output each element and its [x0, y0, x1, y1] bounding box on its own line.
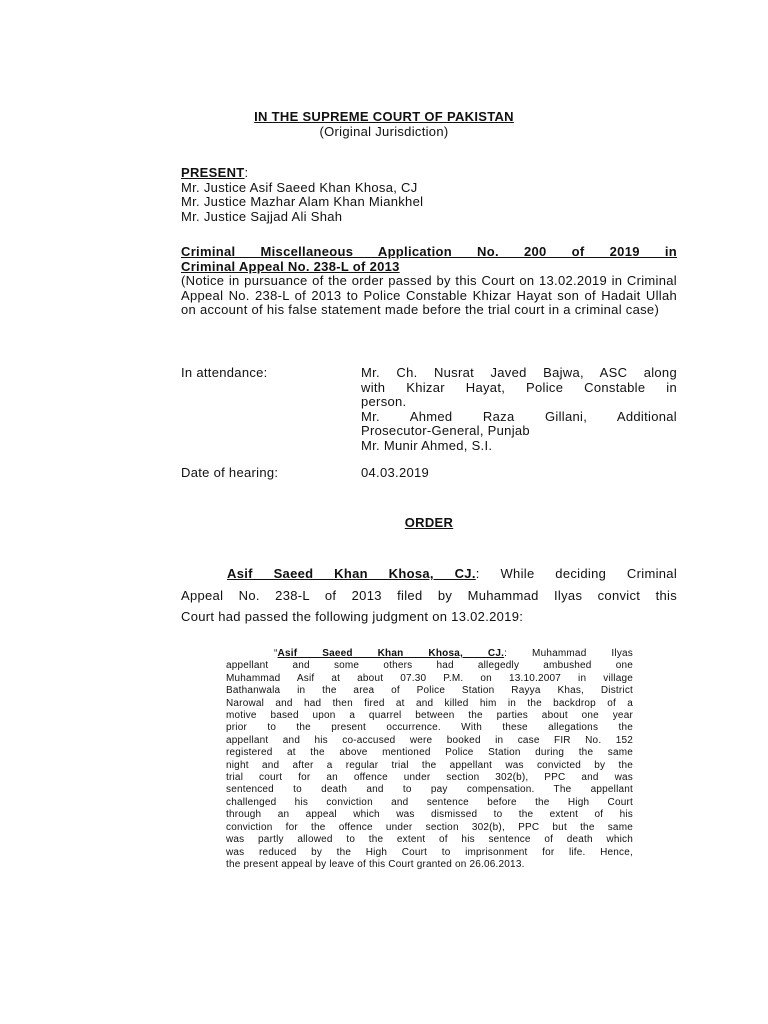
quote-open-mark: “ — [274, 648, 278, 659]
attendance-line: with Khizar Hayat, Police Constable in — [361, 379, 677, 395]
order-author-colon: : — [475, 566, 480, 581]
judge-3: Mr. Justice Sajjad Ali Shah — [181, 208, 343, 224]
judge-2: Mr. Justice Mazhar Alam Khan Miankhel — [181, 194, 424, 210]
case-title-line-1: Criminal Miscellaneous Application No. 200 of 2019 in — [181, 244, 677, 259]
quote-line: appellant and some others had allegedly ambushed one — [226, 660, 633, 672]
present-heading — [181, 166, 423, 181]
attendance-label: In attendance: — [181, 365, 268, 380]
attendance-line: person. — [361, 394, 407, 410]
quote-line: trial court for an offence under section 302(b), PPC and was — [226, 772, 633, 784]
hearing-label: Date of hearing: — [181, 465, 279, 480]
hearing-date: 04.03.2019 — [361, 465, 430, 480]
present-label: PRESENT — [181, 165, 245, 180]
attendance-line: Mr. Ch. Nusrat Javed Bajwa, ASC along — [361, 365, 677, 380]
quote-author-colon: : — [504, 648, 508, 659]
quote-line: Bathanwala in the area of Police Station Rayya Khas, District — [226, 685, 633, 697]
order-title: ORDER — [404, 515, 454, 530]
quote-line: the present appeal by leave of this Court granted on 26.06.2013. — [226, 858, 525, 870]
order-line-2: Appeal No. 238-L of 2013 filed by Muhammad Ilyas convict this — [181, 587, 677, 603]
quote-line: was partly allowed to the extent of his sentence of death which — [226, 834, 633, 846]
quote-line: registered at the above mentioned Police Station during the same — [226, 747, 633, 759]
quote-line: challenged his conviction and sentence before the High Court — [226, 796, 633, 808]
present-bench — [181, 166, 423, 224]
quote-line: motive based upon a quarrel between the parties about one year — [226, 710, 633, 722]
quote-line-1-text: Muhammad Ilyas — [507, 648, 633, 659]
quote-line: prior to the present occurrence. With these allegations the — [226, 722, 633, 734]
attendance-line: Mr. Ahmed Raza Gillani, Additional — [361, 408, 677, 424]
case-title-line-2: Criminal Appeal No. 238-L of 2013 — [181, 258, 400, 274]
order-author: Asif Saeed Khan Khosa, CJ. — [227, 566, 476, 581]
quote-line: Muhammad Asif at about 07.30 P.M. on 13.10.2007 in village — [226, 672, 633, 684]
present-colon: : — [244, 165, 249, 180]
quote-line: appellant and his co-accused were booked in case FIR No. 152 — [226, 734, 633, 746]
quote-line: Narowal and had then fired at and killed him in the backdrop of a — [226, 697, 633, 709]
quote-line-1 — [226, 648, 633, 660]
order-line-1-text: While deciding Criminal — [479, 566, 678, 581]
court-title: IN THE SUPREME COURT OF PAKISTAN — [254, 109, 514, 124]
order-line-3: Court had passed the following judgment on 13.02.2019: — [181, 609, 524, 624]
case-notice: (Notice in pursuance of the order passed by this Court on 13.02.2019 in Criminal Appeal No. 238-L of 2013 to Police Constable Khizar Hayat son of Hadait Ullah on account of his false statement made before the trial court in a criminal case) — [181, 273, 677, 318]
jurisdiction-subtitle: (Original Jurisdiction) — [319, 124, 449, 139]
quoted-judgment — [226, 648, 633, 871]
judge-1: Mr. Justice Asif Saeed Khan Khosa, CJ — [181, 179, 418, 195]
case-block — [181, 245, 677, 318]
order-line-1 — [181, 563, 677, 585]
attendance-line: Prosecutor-General, Punjab — [361, 423, 530, 439]
quote-line: through an appeal which was dismissed to the extent of his — [226, 809, 633, 821]
quote-line: sentenced to death and to pay compensation. The appellant — [226, 784, 633, 796]
attendance-list — [361, 366, 677, 454]
quote-line: night and after a regular trial the appellant was convicted by the — [226, 759, 633, 771]
quote-line: was reduced by the High Court to imprisonment for life. Hence, — [226, 846, 633, 858]
quote-author: Asif Saeed Khan Khosa, CJ. — [277, 648, 505, 659]
attendance-line: Mr. Munir Ahmed, S.I. — [361, 437, 493, 453]
order-paragraph — [181, 563, 677, 628]
quote-line: conviction for the offence under section 302(b), PPC but the same — [226, 821, 633, 833]
